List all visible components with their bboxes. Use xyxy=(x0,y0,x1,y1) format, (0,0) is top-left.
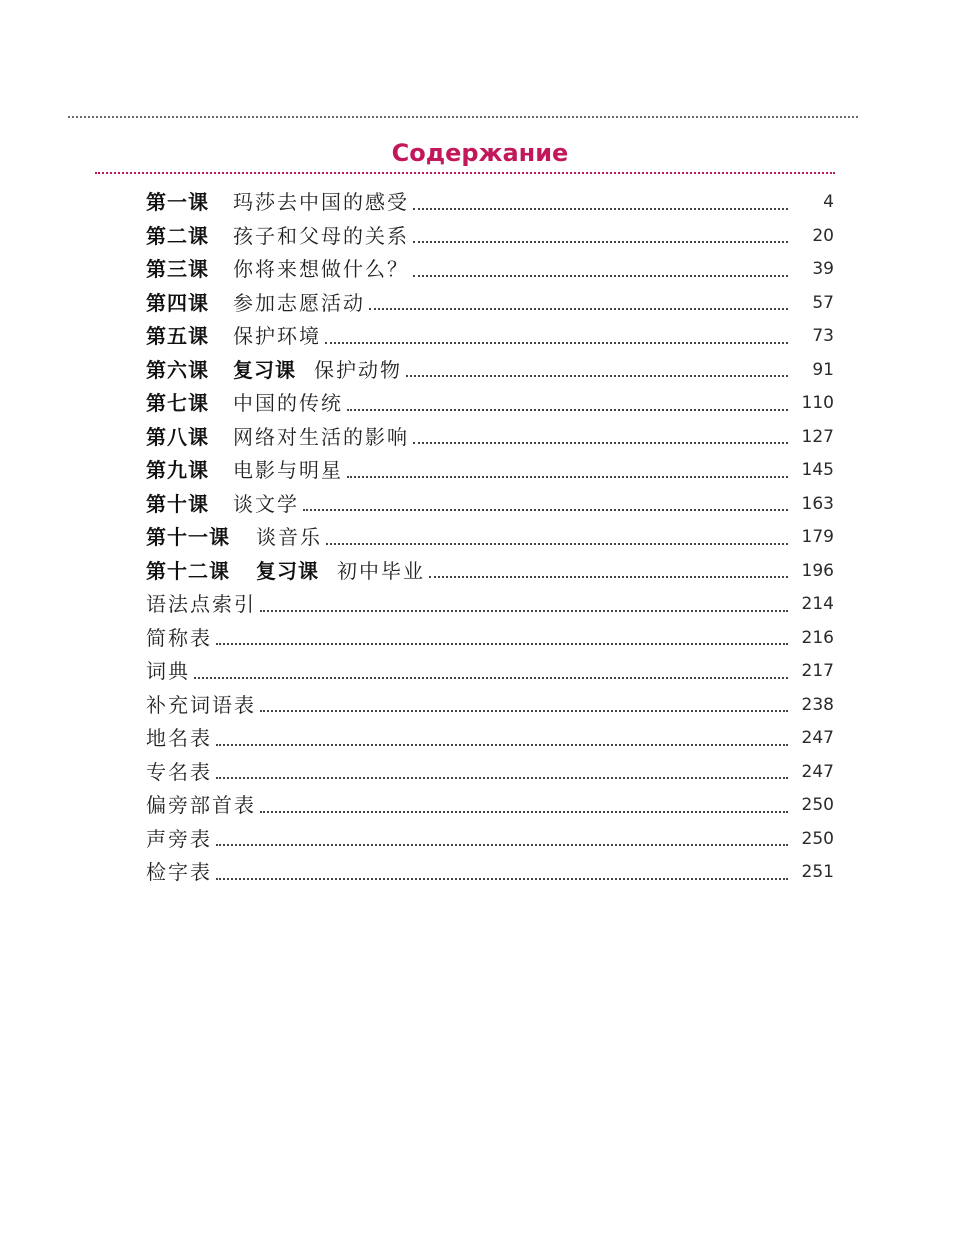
lesson-title: 网络对生活的影响 xyxy=(233,424,409,449)
lesson-title: 孩子和父母的关系 xyxy=(233,223,409,248)
toc-entry-lesson-12[interactable] xyxy=(146,555,834,589)
dot-leader xyxy=(325,342,788,344)
lesson-label: 第六课 xyxy=(146,357,209,382)
toc-entry-character-index[interactable] xyxy=(146,856,834,890)
appendix-title: 偏旁部首表 xyxy=(146,793,256,817)
appendix-title: 语法点索引 xyxy=(146,592,256,616)
page-number: 196 xyxy=(801,560,834,581)
dot-leader xyxy=(429,576,788,578)
appendix-title: 词典 xyxy=(146,659,190,683)
page-number: 250 xyxy=(801,828,834,849)
toc-entry-lesson-9[interactable] xyxy=(146,454,834,488)
page-title: Содержание xyxy=(391,139,569,167)
appendix-title: 补充词语表 xyxy=(146,692,256,717)
page-number: 250 xyxy=(801,795,834,815)
lesson-title: 初中毕业 xyxy=(337,558,425,583)
page-number: 145 xyxy=(801,460,834,480)
page-number: 4 xyxy=(823,192,834,212)
lesson-label: 第十一课 xyxy=(146,525,230,549)
toc-entry-lesson-4[interactable] xyxy=(146,287,834,321)
dot-leader xyxy=(260,710,788,712)
appendix-title: 地名表 xyxy=(146,726,212,750)
dot-leader xyxy=(413,208,788,210)
lesson-label: 第一课 xyxy=(146,190,209,214)
dot-leader xyxy=(216,878,788,880)
lesson-title: 保护环境 xyxy=(233,324,321,348)
lesson-title: 你将来想做什么？ xyxy=(233,257,409,281)
toc-entry-radicals[interactable] xyxy=(146,789,834,823)
appendix-title: 声旁表 xyxy=(146,826,212,851)
toc-entry-lesson-1[interactable] xyxy=(146,186,834,220)
toc-entry-lesson-11[interactable] xyxy=(146,521,834,555)
toc-entry-lesson-10[interactable] xyxy=(146,488,834,522)
toc-entry-place-names[interactable] xyxy=(146,722,834,756)
appendix-title: 检字表 xyxy=(146,860,212,884)
dot-leader xyxy=(413,442,788,444)
dot-leader xyxy=(216,777,788,779)
dot-leader xyxy=(347,409,788,411)
appendix-title: 专名表 xyxy=(146,759,212,784)
page-number: 127 xyxy=(801,426,834,447)
lesson-title: 谈文学 xyxy=(233,491,299,516)
page-number: 214 xyxy=(801,594,834,614)
lesson-label: 第十课 xyxy=(146,491,209,516)
toc-entry-lesson-7[interactable] xyxy=(146,387,834,421)
lesson-title: 中国的传统 xyxy=(233,391,343,415)
toc-entry-lesson-5[interactable] xyxy=(146,320,834,354)
toc-entry-grammar-index[interactable] xyxy=(146,588,834,622)
dot-leader xyxy=(216,744,788,746)
page-number: 216 xyxy=(801,627,834,648)
lesson-title: 玛莎去中国的感受 xyxy=(233,190,409,214)
toc-entry-dictionary[interactable] xyxy=(146,655,834,689)
toc-entry-proper-names[interactable] xyxy=(146,756,834,790)
dot-leader xyxy=(303,509,788,511)
lesson-title: 参加志愿活动 xyxy=(233,290,365,315)
lesson-label: 第三课 xyxy=(146,257,209,281)
page-number: 251 xyxy=(801,862,834,882)
page-number: 73 xyxy=(812,326,834,346)
top-dotted-rule xyxy=(68,116,858,118)
dot-leader xyxy=(260,811,788,813)
toc-entry-lesson-6[interactable] xyxy=(146,354,834,388)
lesson-label: 第八课 xyxy=(146,424,209,449)
page-number: 20 xyxy=(812,225,834,246)
page-number: 238 xyxy=(801,694,834,715)
dot-leader xyxy=(326,543,788,545)
page-number: 110 xyxy=(801,393,834,413)
lesson-label: 第九课 xyxy=(146,458,209,482)
dot-leader xyxy=(347,476,788,478)
page-number: 179 xyxy=(801,527,834,547)
dot-leader xyxy=(216,643,788,645)
dot-leader xyxy=(369,308,788,310)
dot-leader xyxy=(260,610,788,612)
page-number: 57 xyxy=(812,292,834,313)
page-number: 247 xyxy=(801,728,834,748)
appendix-title: 简称表 xyxy=(146,625,212,650)
toc-entry-lesson-8[interactable] xyxy=(146,421,834,455)
dot-leader xyxy=(413,275,788,277)
title-dotted-rule xyxy=(95,172,835,174)
page-number: 217 xyxy=(801,661,834,681)
toc-entry-lesson-2[interactable] xyxy=(146,220,834,254)
page-number: 247 xyxy=(801,761,834,782)
lesson-title: 电影与明星 xyxy=(233,458,343,482)
page-number: 91 xyxy=(812,359,834,380)
page-number: 39 xyxy=(812,259,834,279)
toc-entry-lesson-3[interactable] xyxy=(146,253,834,287)
dot-leader xyxy=(406,375,788,377)
toc-entry-phonetics[interactable] xyxy=(146,823,834,857)
toc-entry-supplementary-words[interactable] xyxy=(146,689,834,723)
lesson-title: 保护动物 xyxy=(314,357,402,382)
review-label: 复习课 xyxy=(233,357,296,382)
review-label: 复习课 xyxy=(256,558,319,583)
lesson-label: 第二课 xyxy=(146,223,209,248)
lesson-label: 第十二课 xyxy=(146,558,230,583)
page-number: 163 xyxy=(801,493,834,514)
lesson-label: 第四课 xyxy=(146,290,209,315)
table-of-contents xyxy=(146,186,834,890)
dot-leader xyxy=(194,677,788,679)
toc-entry-abbreviations[interactable] xyxy=(146,622,834,656)
dot-leader xyxy=(216,844,788,846)
dot-leader xyxy=(413,241,788,243)
lesson-label: 第七课 xyxy=(146,391,209,415)
lesson-title: 谈音乐 xyxy=(256,525,322,549)
lesson-label: 第五课 xyxy=(146,324,209,348)
